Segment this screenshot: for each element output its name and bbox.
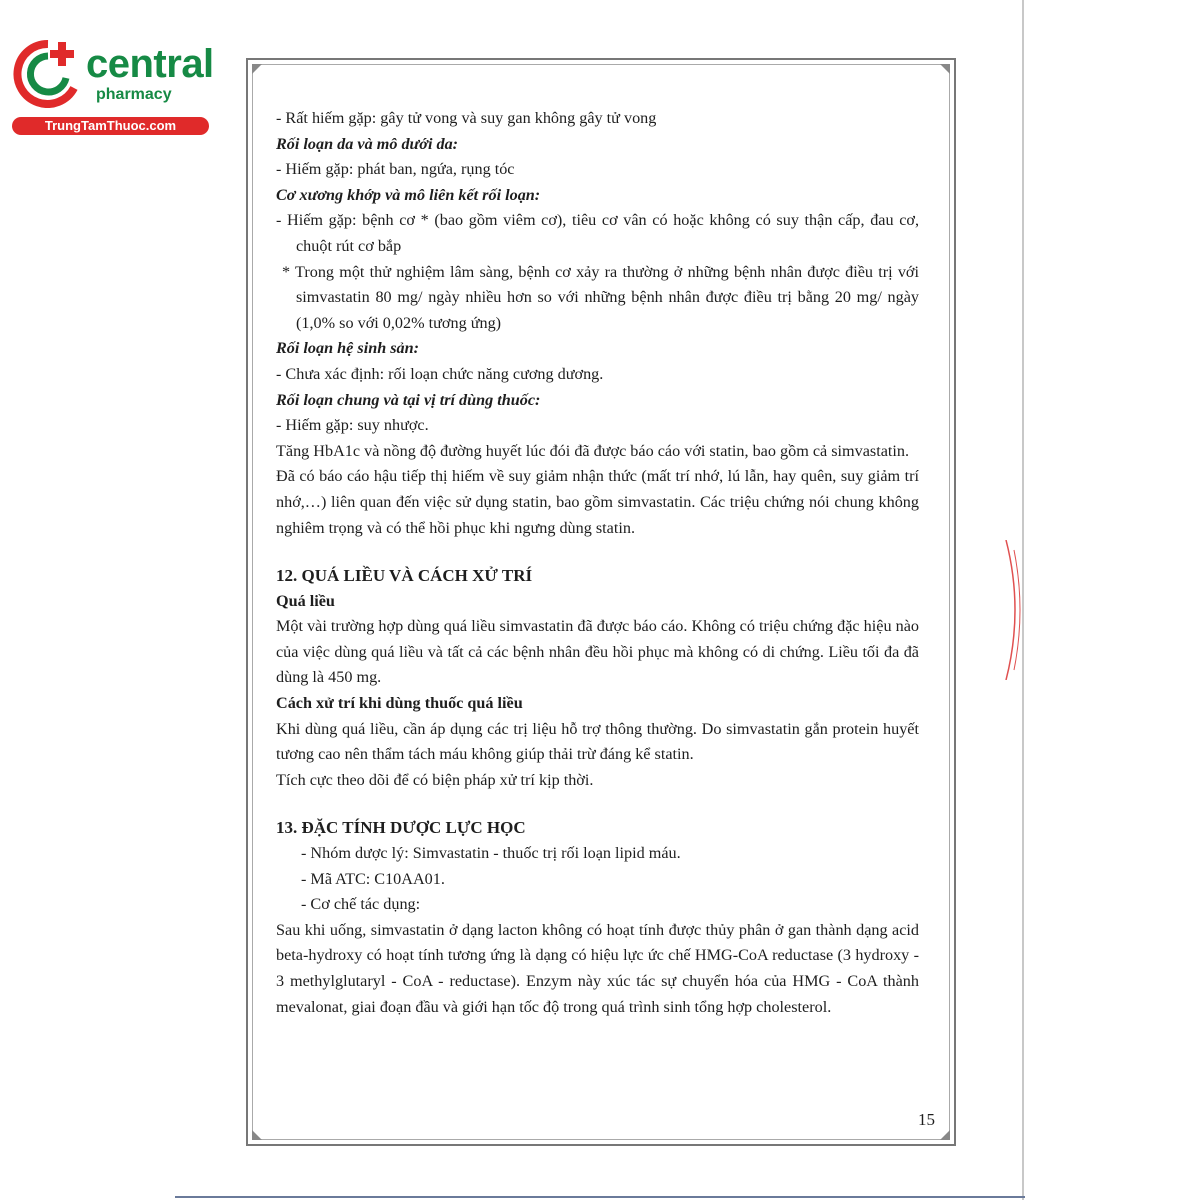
corner-ornament — [940, 64, 950, 74]
bullet-item: - Nhóm dược lý: Simvastatin - thuốc trị rối loạn lipid máu. — [301, 844, 681, 863]
paragraph: Một vài trường hợp dùng quá liều simvastatin đã được báo cáo. Không có triệu chứng đặc hiệu nào của việc dùng quá liều và tất cả các bệnh nhân đều hồi phục mà không có di chứng. Liều tối đa đã dùng là 450 mg. — [276, 617, 919, 687]
bullet-item: - Cơ chế tác dụng: — [301, 895, 421, 914]
page-number: 15 — [918, 1110, 935, 1129]
footnote: * Trong một thử nghiệm lâm sàng, bệnh cơ xảy ra thường ở những bệnh nhân được điều trị với simvastatin 80 mg/ ngày nhiều hơn so với những bệnh nhân được điều trị bằng 20 mg/ ngày (1,0% so với 0,02% tương ứng) — [282, 262, 919, 332]
category-heading: Rối loạn chung và tại vị trí dùng thuốc: — [276, 390, 541, 409]
paragraph: Tăng HbA1c và nồng độ đường huyết lúc đói đã được báo cáo với statin, bao gồm cả simvastatin. — [276, 441, 910, 460]
paragraph: Đã có báo cáo hậu tiếp thị hiếm về suy giảm nhận thức (mất trí nhớ, lú lẫn, hay quên, suy giảm trí nhớ,…) liên quan đến việc sử dụng statin, bao gồm simvastatin. Các triệu chứng nói chung không nghiêm trọng và có thể hồi phục khi ngưng dùng statin. — [276, 467, 919, 537]
section-heading: 13. ĐẶC TÍNH DƯỢC LỰC HỌC — [276, 818, 526, 838]
corner-ornament — [252, 64, 262, 74]
corner-ornament — [252, 1130, 262, 1140]
bullet-item: - Hiếm gặp: phát ban, ngứa, rụng tóc — [276, 160, 515, 179]
brand-name: central — [86, 42, 214, 86]
subsection-heading: Quá liều — [276, 591, 335, 610]
subsection-heading: Cách xử trí khi dùng thuốc quá liều — [276, 694, 523, 713]
partial-stamp — [1004, 540, 1024, 680]
bullet-item: - Chưa xác định: rối loạn chức năng cương dương. — [276, 364, 604, 383]
brand-subtitle: pharmacy — [96, 86, 172, 103]
scan-bottom-line — [175, 1196, 1025, 1198]
pharmacy-cross-icon — [12, 38, 92, 108]
bullet-item: - Hiếm gặp: bệnh cơ * (bao gồm viêm cơ), tiêu cơ vân có hoặc không có suy thận cấp, đau cơ, chuột rút cơ bắp — [276, 211, 919, 255]
section-heading: 12. QUÁ LIỀU VÀ CÁCH XỬ TRÍ — [276, 566, 533, 586]
paragraph: Khi dùng quá liều, cần áp dụng các trị liệu hỗ trợ thông thường. Do simvastatin gắn protein huyết tương cao nên thẩm tách máu không giúp thải trừ đáng kể statin. — [276, 719, 919, 764]
bullet-item: - Hiếm gặp: suy nhược. — [276, 416, 429, 435]
category-heading: Cơ xương khớp và mô liên kết rối loạn: — [276, 185, 541, 204]
paragraph: Tích cực theo dõi để có biện pháp xử trí kịp thời. — [276, 770, 594, 789]
corner-ornament — [940, 1130, 950, 1140]
paragraph: Sau khi uống, simvastatin ở dạng lacton không có hoạt tính được thủy phân ở gan thành dạng acid beta-hydroxy có hoạt tính tương ứng là dạng có hiệu lực ức chế HMG-CoA reductase (3 hydroxy - 3 methylglutaryl - CoA - reductase). Enzym này xúc tác sự chuyển hóa của HMG - CoA thành mevalonat, giai đoạn đầu và giới hạn tốc độ trong quá trình sinh tổng hợp cholesterol. — [276, 920, 919, 1016]
document-body — [276, 106, 919, 1020]
bullet-item: - Rất hiếm gặp: gây tử vong và suy gan không gây tử vong — [276, 109, 657, 127]
brand-url-badge[interactable]: TrungTamThuoc.com — [12, 117, 209, 135]
bullet-item: - Mã ATC: C10AA01. — [301, 869, 445, 888]
category-heading: Rối loạn hệ sinh sản: — [276, 339, 420, 358]
category-heading: Rối loạn da và mô dưới da: — [276, 134, 459, 153]
